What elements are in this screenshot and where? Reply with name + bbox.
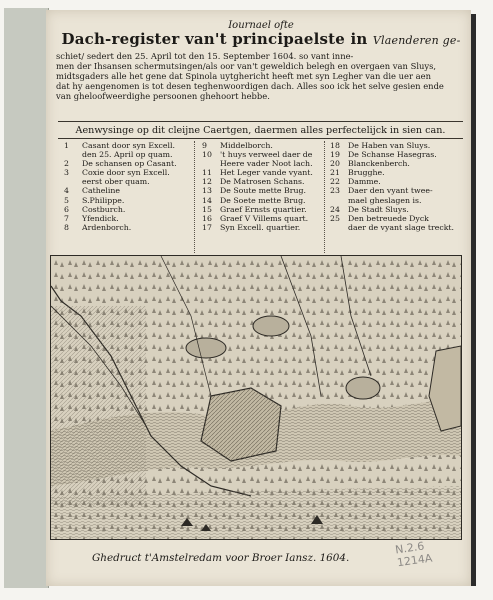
legend-text: De Soute mette Brug. bbox=[220, 186, 306, 196]
main-title bbox=[56, 31, 466, 49]
legend-text: S.Philippe. bbox=[82, 195, 125, 205]
legend-number: 25 bbox=[330, 213, 340, 223]
legend-text: daer de vyant slage treckt. bbox=[348, 222, 455, 232]
legend-entry bbox=[330, 168, 454, 177]
desc-line: van gheloofweerdighe persoonen ghehoort hebbe. bbox=[56, 91, 270, 101]
legend-text: Graef Ernsts quartier. bbox=[220, 204, 307, 214]
rule-top bbox=[58, 121, 463, 122]
legend-entry bbox=[330, 196, 454, 205]
legend-entry bbox=[64, 205, 177, 214]
desc-line: schiet/ sedert den 25. April tot den 15. September 1604. so vant inne- bbox=[56, 51, 354, 61]
legend-entry bbox=[330, 205, 454, 214]
legend-number bbox=[202, 159, 220, 168]
legend-entry bbox=[64, 141, 177, 150]
legend-text: Casant door syn Excell. bbox=[82, 141, 175, 150]
legend bbox=[64, 141, 464, 255]
legend-number: 13 bbox=[202, 186, 212, 196]
legend-text: De Stadt Sluys. bbox=[348, 204, 409, 214]
title-subtitle: Iournael ofte bbox=[228, 20, 294, 31]
legend-number: 20 bbox=[330, 159, 340, 169]
legend-entry bbox=[64, 214, 177, 223]
legend-column-1 bbox=[64, 141, 177, 232]
title-description bbox=[56, 51, 466, 101]
legend-number: 7 bbox=[64, 213, 69, 223]
title-block bbox=[56, 20, 466, 101]
legend-text: Het Leger vande vyant. bbox=[220, 168, 313, 178]
pencil-mark: 1214A bbox=[396, 551, 434, 570]
map-illustration bbox=[51, 256, 461, 539]
legend-number: 24 bbox=[330, 204, 340, 214]
legend-text: Coxie door syn Excell. bbox=[82, 168, 170, 178]
legend-number: 2 bbox=[64, 159, 69, 169]
imprint-line: Ghedruct t'Amstelredam voor Broer Iansz. 1604. bbox=[92, 552, 350, 564]
legend-number: 8 bbox=[64, 222, 69, 232]
legend-entry bbox=[202, 141, 313, 150]
legend-number bbox=[330, 196, 348, 205]
legend-entry bbox=[202, 205, 313, 214]
legend-text: Graef V Villems quart. bbox=[220, 213, 309, 223]
legend-text: eerst ober quam. bbox=[82, 177, 150, 187]
desc-line: midtsgaders alle het gene dat Spinola uytghericht heeft met syn Legher van die uer aen bbox=[56, 71, 432, 81]
legend-entry bbox=[330, 177, 454, 186]
pencil-annotation bbox=[394, 539, 433, 570]
legend-text: Ardenborch. bbox=[82, 222, 132, 232]
legend-entry bbox=[330, 150, 454, 159]
legend-number: 12 bbox=[202, 177, 212, 187]
legend-text: mael gheslagen is. bbox=[348, 195, 422, 205]
legend-number: 23 bbox=[330, 186, 340, 196]
legend-number: 22 bbox=[330, 177, 340, 187]
legend-number: 11 bbox=[202, 168, 212, 178]
legend-entry bbox=[202, 196, 313, 205]
legend-text: Den betreuede Dyck bbox=[348, 213, 429, 223]
desc-line: dat hy aengenomen is tot desen teghenwoordigen dach. Alles soo ick het selve gesien ende bbox=[56, 81, 444, 91]
legend-text: Yfendick. bbox=[82, 213, 119, 223]
legend-text: Blanckenberch. bbox=[348, 159, 410, 169]
legend-number: 16 bbox=[202, 213, 212, 223]
legend-text: Costburch. bbox=[82, 204, 126, 214]
legend-heading: Aenwysinge op dit cleijne Caertgen, daermen alles perfectelijck in sien can. bbox=[75, 125, 446, 136]
legend-number: 5 bbox=[64, 195, 69, 205]
legend-number: 17 bbox=[202, 222, 212, 232]
legend-text: Heere vader Noot lach. bbox=[220, 159, 313, 169]
legend-text: 't huys verweel daer de bbox=[220, 150, 313, 160]
legend-number: 14 bbox=[202, 195, 212, 205]
legend-entry bbox=[202, 168, 313, 177]
legend-entry bbox=[202, 177, 313, 186]
legend-entry bbox=[64, 186, 177, 195]
engraved-map bbox=[50, 255, 462, 540]
legend-text: De schansen op Casant. bbox=[82, 159, 177, 169]
title-rest: Vlaenderen ge- bbox=[372, 34, 461, 47]
legend-number bbox=[64, 150, 82, 159]
legend-number: 15 bbox=[202, 204, 212, 214]
legend-number: 3 bbox=[64, 168, 69, 178]
legend-text: Catheline bbox=[82, 186, 121, 196]
legend-number: 9 bbox=[202, 141, 207, 150]
legend-number: 1 bbox=[64, 141, 69, 150]
legend-entry bbox=[202, 186, 313, 195]
pencil-mark: N.2.6 bbox=[394, 539, 426, 557]
legend-text: Syn Excell. quartier. bbox=[220, 222, 301, 232]
legend-number bbox=[330, 223, 348, 232]
legend-number: 6 bbox=[64, 204, 69, 214]
legend-entry bbox=[330, 186, 454, 195]
legend-text: Brugghe. bbox=[348, 168, 385, 178]
legend-entry bbox=[330, 214, 454, 223]
legend-entry bbox=[202, 150, 313, 159]
legend-number: 10 bbox=[202, 150, 212, 160]
legend-text: De Matrosen Schans. bbox=[220, 177, 305, 187]
legend-entry bbox=[64, 196, 177, 205]
legend-divider bbox=[324, 141, 325, 253]
legend-number: 4 bbox=[64, 186, 69, 196]
legend-text: Damme. bbox=[348, 177, 381, 187]
legend-number bbox=[64, 177, 82, 186]
legend-entry bbox=[64, 150, 177, 159]
legend-entry bbox=[330, 159, 454, 168]
legend-divider bbox=[194, 141, 195, 253]
legend-entry bbox=[330, 223, 454, 232]
legend-number: 19 bbox=[330, 150, 340, 160]
legend-text: den 25. April op quam. bbox=[82, 150, 173, 160]
title-gothic: Dach-register van't principaelste in bbox=[61, 30, 368, 48]
legend-entry bbox=[64, 223, 177, 232]
legend-column-3 bbox=[330, 141, 454, 232]
legend-text: De Soete mette Brug. bbox=[220, 195, 306, 205]
rule-mid bbox=[58, 138, 463, 139]
desc-line: men der Ihsansen schermutsingen/als oor van't geweldich belegh en overgaen van Sluys, bbox=[56, 61, 437, 71]
legend-text: De Haben van Sluys. bbox=[348, 141, 431, 150]
legend-column-2 bbox=[202, 141, 313, 232]
legend-text: Daer den vyant twee- bbox=[348, 186, 433, 196]
legend-number: 21 bbox=[330, 168, 340, 178]
legend-entry bbox=[202, 159, 313, 168]
legend-entry bbox=[64, 159, 177, 168]
legend-entry bbox=[330, 141, 454, 150]
legend-number: 18 bbox=[330, 141, 340, 150]
legend-text: Middelborch. bbox=[220, 141, 273, 150]
legend-entry bbox=[64, 168, 177, 177]
mount-board bbox=[4, 8, 49, 588]
legend-text: De Schanse Hasegras. bbox=[348, 150, 437, 160]
legend-entry bbox=[202, 214, 313, 223]
legend-entry bbox=[202, 223, 313, 232]
legend-entry bbox=[64, 177, 177, 186]
